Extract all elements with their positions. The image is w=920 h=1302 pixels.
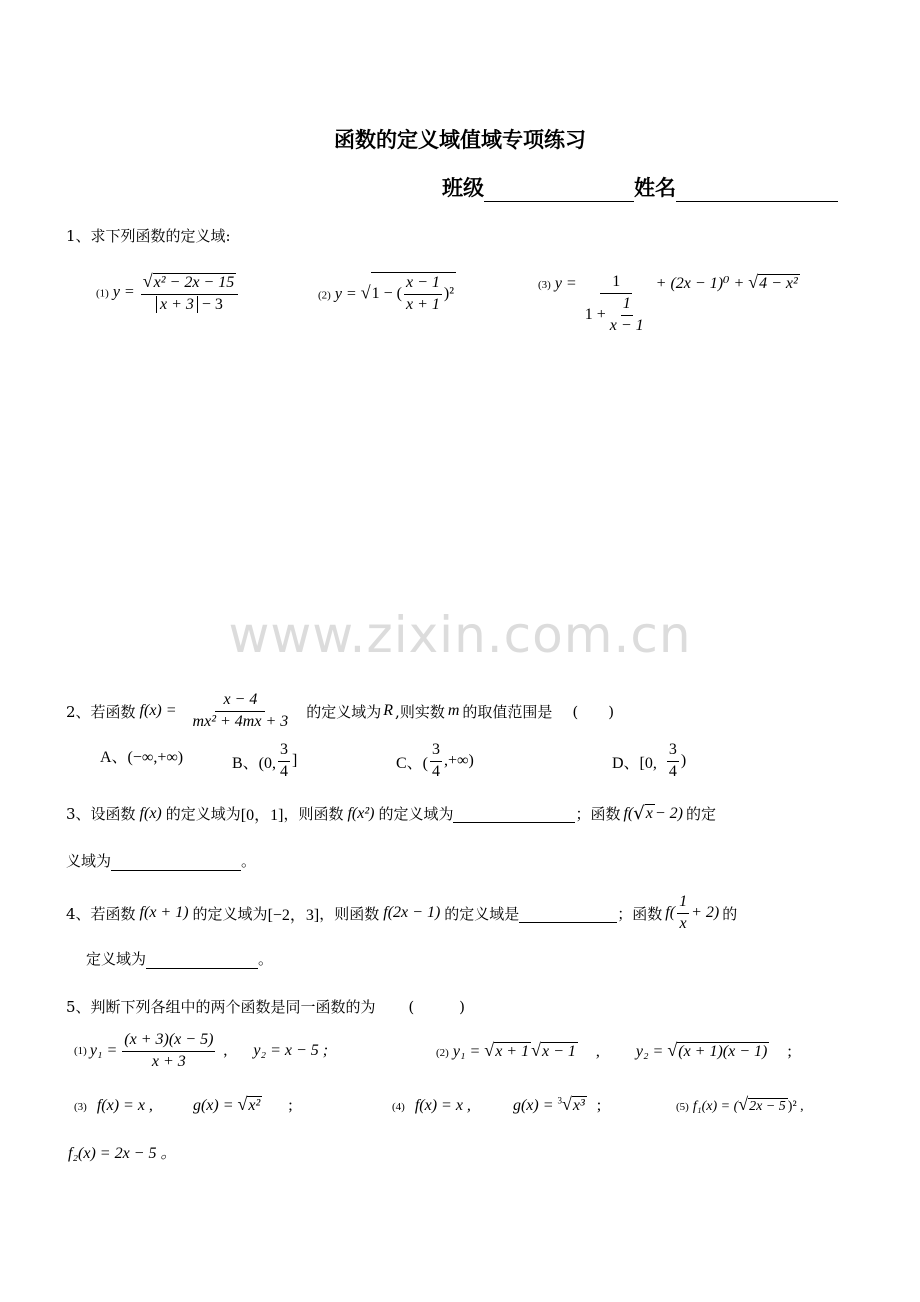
q3-line2: [66, 850, 256, 871]
q2-option-d-fraction: [667, 740, 679, 783]
q5-g2-r1: x + 1: [495, 1043, 530, 1060]
q3-blank2[interactable]: [111, 852, 241, 871]
q5-g4-label: (4): [392, 1101, 405, 1113]
q3-f1: f(x): [139, 804, 162, 822]
q1-part3-d2: x − 1: [609, 316, 644, 334]
q2-option-c[interactable]: [396, 740, 474, 783]
q2-option-c-fraction: [430, 740, 442, 783]
q1-part2-fraction: [404, 273, 442, 316]
q4-b: 的定义域为: [192, 904, 268, 923]
q5-g3-g: g(x) =: [192, 1097, 234, 1114]
q4-d: 的定义域是: [444, 904, 520, 923]
q1-part3-inner-fraction: [608, 294, 646, 337]
q5-g4-semi: ;: [596, 1097, 602, 1114]
q5-g1-y2: y₂ = x − 5 ;: [253, 1042, 329, 1060]
q1-part2-pre: 1 − (: [371, 285, 402, 303]
q4-f3-den: x: [679, 914, 687, 932]
q2-option-b[interactable]: [232, 740, 297, 783]
q2-option-b-fraction: [278, 740, 290, 783]
q5-prompt-line: [66, 996, 465, 1017]
q2-option-c-pre: C、(: [396, 754, 429, 772]
q5-g4-g: g(x) =: [512, 1097, 554, 1114]
watermark: www.zixin.com.cn: [228, 606, 692, 664]
q5-g2-semi: ;: [787, 1043, 792, 1060]
q3-end: 。: [241, 852, 257, 870]
q5-group1: [74, 1030, 328, 1073]
q5-g3-semi: ;: [288, 1097, 293, 1114]
q1-part3-dpre: 1 +: [584, 305, 606, 323]
q2-option-d-num: 3: [667, 740, 679, 762]
q1-part2-radicand: [371, 272, 456, 316]
q4-e: ；函数: [617, 904, 663, 923]
q1-part2-post: )²: [443, 285, 455, 303]
q5-g5-label: (5): [676, 1101, 689, 1113]
q5-g5-f1-post: )² ,: [787, 1099, 804, 1114]
q5-g1-label: (1): [74, 1045, 87, 1058]
q5-group2: (2) y₁ = √x + 1 √x − 1 , y₂ = √(x + 1)(x − 1) ;: [436, 1040, 792, 1060]
q2-option-d[interactable]: [612, 740, 686, 783]
q5-g2-label: (2): [436, 1047, 449, 1059]
q5-group3: (3) f(x) = x , g(x) = √x² ;: [74, 1094, 293, 1114]
q4-blank1[interactable]: [519, 904, 617, 923]
q4-c: ，则函数: [319, 904, 380, 923]
q5-g3-f: f(x) = x ,: [96, 1097, 153, 1114]
q5-prompt: 5、判断下列各组中的两个函数是同一函数的为: [66, 998, 376, 1016]
q2-fraction: [191, 690, 291, 733]
q1-part2-lhs: y =: [334, 285, 357, 303]
q1-part3-fraction: [583, 272, 650, 336]
q5-group5: (5) f₁(x) = (√2x − 5 )² ,: [676, 1094, 804, 1114]
q1-part2-den: x + 1: [405, 295, 440, 313]
class-label: 班级: [442, 176, 484, 200]
q5-g3-label: (3): [74, 1101, 87, 1113]
q5-g3-r: x²: [248, 1097, 261, 1114]
q2-prompt-pre: 2、若函数: [66, 702, 136, 721]
q5-g1-fraction: [122, 1030, 215, 1073]
q5-group4: (4) f(x) = x , g(x) = $^3$√x³ ;: [392, 1094, 602, 1114]
q1-part1-radicand: x² − 2x − 15: [153, 274, 235, 291]
q3-b: 的定义域为: [165, 805, 241, 823]
q3-line2-text: 义域为: [66, 852, 112, 870]
q1-part3-label: (3): [538, 279, 551, 291]
q2-fx: f(x) =: [139, 702, 177, 720]
q5-g1-comma: ,: [223, 1042, 228, 1060]
q3-f3-rad: x: [645, 805, 653, 822]
q2-option-c-den: 4: [432, 762, 441, 780]
q5-g2-y1: y₁ =: [452, 1043, 481, 1060]
q1-part1-fraction: $\frac{\text{√x² − 2x − 15}}{x + 3 - 3}$: [141, 270, 238, 316]
q1-part2-num: x − 1: [404, 273, 442, 295]
q2-answer-paren[interactable]: ( ): [572, 702, 615, 721]
q1-part3-lhs: y =: [554, 275, 577, 292]
q4-a: 4、若函数: [66, 904, 136, 923]
q4-f3-pre: f(: [665, 904, 676, 922]
q2-den: mx² + 4mx + 3: [192, 712, 289, 730]
q3-line1: 3、设函数 f(x) 的定义域为 [0，1] ，则函数 f(x²) 的定义域为 ；函数 f( √ x − 2) 的定: [66, 803, 716, 824]
q1-part1-label: (1): [96, 287, 109, 300]
q1-part2: (2) y = √ 1 − ( $\frac{x - 1}{x + 1}$ )²: [318, 272, 456, 316]
q3-f: 的定: [685, 805, 716, 823]
q2-option-b-num: 3: [278, 740, 290, 762]
q4-f1: f(x + 1): [139, 904, 189, 922]
q4-f: 的: [722, 904, 738, 923]
q2-prompt-mid: ,则实数: [395, 702, 445, 721]
q2-num: x − 4: [215, 690, 265, 712]
q3-blank1[interactable]: [453, 804, 575, 823]
q1-prompt: 1、求下列函数的定义域:: [66, 227, 231, 245]
q2-option-b-pre: B、(0,: [232, 754, 277, 772]
q1-part3-n1: 1: [600, 272, 632, 294]
q2-line: [66, 690, 614, 733]
q5-g1-y1: y₁ =: [89, 1042, 118, 1060]
q5-group5-line2: f₂(x) = 2x − 5 。: [68, 1145, 177, 1162]
q2-option-c-post: ,+∞): [444, 752, 474, 770]
q4-line2: [86, 948, 273, 969]
q3-f3-pre: f(: [623, 804, 634, 822]
name-label: 姓名: [634, 176, 676, 200]
name-blank[interactable]: [676, 183, 838, 202]
q2-option-b-post: ]: [292, 752, 298, 770]
q5-g5-f1: f₁(x) = (: [692, 1099, 739, 1114]
class-field: [442, 172, 838, 202]
q1-part3-radicand: 4 − x²: [759, 275, 798, 292]
q4-blank2[interactable]: [146, 950, 258, 969]
q2-m: m: [447, 702, 460, 720]
q2-prompt-post: 的定义域为: [306, 702, 382, 721]
q1-part1-lhs: y =: [112, 283, 135, 301]
q4-f3-num: 1: [677, 892, 689, 914]
q4-end: 。: [258, 950, 274, 968]
q5-g4-index: 3: [557, 1095, 562, 1106]
q1-part1: [96, 270, 240, 316]
q3-e: ；函数: [575, 805, 621, 823]
q5-g4-f: f(x) = x ,: [414, 1097, 471, 1114]
q5-g2-r3: (x + 1)(x − 1): [678, 1043, 768, 1060]
q2-option-d-post: ): [680, 752, 687, 770]
q5-g2-y2: y₂ =: [635, 1043, 664, 1060]
q2-R: R: [383, 702, 394, 720]
q3-a: 3、设函数: [66, 805, 136, 823]
q1-part3: (3) y = 1 1 + $\frac{1}{x - 1}$ + (2x − 1)⁰ + √4 − x²: [538, 272, 800, 336]
q4-f3-post: + 2): [691, 904, 720, 922]
class-blank[interactable]: [484, 183, 634, 202]
q3-interval: [0，1]: [240, 807, 284, 824]
q4-line2-text: 定义域为: [86, 950, 147, 968]
q1-part3-tail: + (2x − 1)⁰ +: [655, 275, 745, 292]
q5-g2-r2: x − 1: [541, 1043, 576, 1060]
q2-option-d-den: 4: [668, 762, 677, 780]
q5-g2-comma: ,: [595, 1043, 600, 1060]
q1-part1-den-tail: − 3: [201, 295, 223, 313]
q3-f3-post: − 2): [654, 804, 683, 822]
page-title: 函数的定义域值域专项练习: [334, 128, 586, 152]
q5-answer-paren[interactable]: ( ): [408, 998, 466, 1016]
q4-line1: [66, 892, 737, 935]
q2-prompt-end: 的取值范围是: [462, 702, 553, 721]
q3-d: 的定义域为: [378, 805, 454, 823]
q5-g5-r: 2x − 5: [749, 1099, 786, 1114]
q5-g1-num: (x + 3)(x − 5): [122, 1030, 215, 1052]
q4-interval: [−2，3]: [267, 906, 320, 924]
q1-part2-label: (2): [318, 289, 331, 302]
q2-option-b-den: 4: [280, 762, 289, 780]
q2-option-d-pre: D、[0,: [612, 754, 657, 772]
q4-f3-fraction: [677, 892, 689, 935]
q2-option-a[interactable]: A、(−∞,+∞): [100, 749, 184, 766]
q3-c: ，则函数: [283, 805, 344, 823]
q4-f2: f(2x − 1): [383, 904, 441, 922]
q3-f2: f(x²): [347, 804, 375, 822]
q1-part1-abs: x + 3: [156, 296, 198, 313]
q1-part3-n2: 1: [621, 294, 633, 316]
q2-option-c-num: 3: [430, 740, 442, 762]
q5-g1-den: x + 3: [151, 1052, 186, 1070]
q5-g4-r: x³: [572, 1097, 585, 1114]
